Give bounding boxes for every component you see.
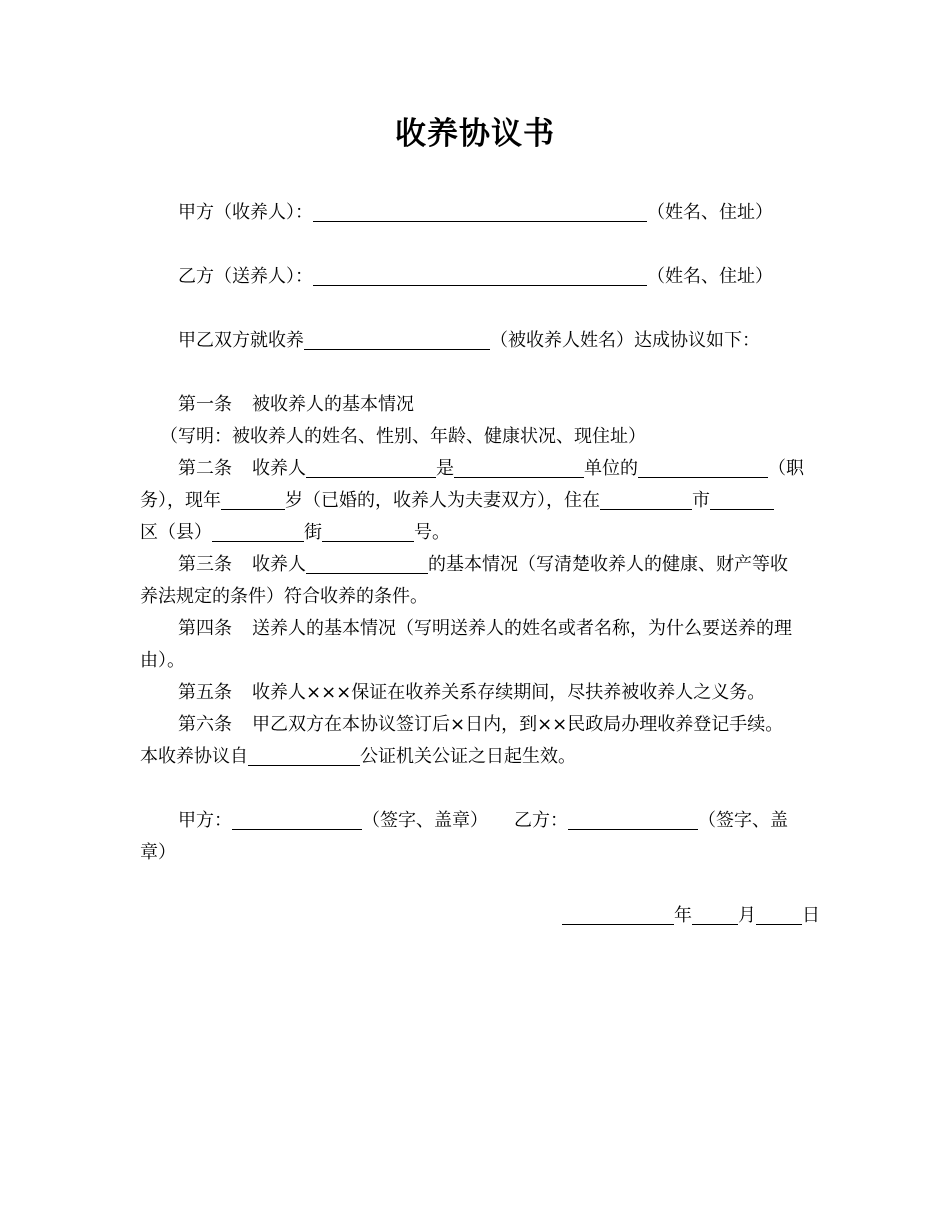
article2-text: 务），现年: [140, 490, 221, 511]
article2-line3: [140, 517, 820, 549]
year-label: 年: [674, 905, 692, 926]
article3-text: 的基本情况（写清楚收养人的健康、财产等收: [428, 554, 788, 575]
party-a-hint: （姓名、住址）: [647, 202, 773, 223]
intro-before: 甲乙双方就收养: [178, 330, 304, 351]
employer-blank[interactable]: [454, 457, 584, 478]
signature-line: [140, 805, 820, 837]
article2-text: 是: [436, 458, 454, 479]
article6-head: 第六条: [178, 714, 232, 735]
article2-text: （职: [768, 458, 804, 479]
article3-text: 收养人: [252, 554, 306, 575]
article2-line2: [140, 485, 820, 517]
article5-text: 收养人×××保证在收养关系存续期间，尽扶养被收养人之义务。: [252, 682, 766, 703]
article3-adopter-blank[interactable]: [306, 553, 428, 574]
date-line: [140, 900, 820, 932]
month-blank[interactable]: [692, 904, 738, 925]
party-b-blank[interactable]: [313, 265, 647, 286]
month-label: 月: [738, 905, 756, 926]
article5-head: 第五条: [178, 682, 232, 703]
article1-head: 第一条: [178, 394, 232, 415]
intro-after: （被收养人姓名）达成协议如下：: [490, 330, 760, 351]
article2-head: 第二条: [178, 458, 232, 479]
article2-text: 岁（已婚的，收养人为夫妻双方），住在: [285, 490, 600, 511]
article2-text: 市: [692, 490, 710, 511]
article2-text: 区（县）: [140, 522, 212, 543]
article3-line2: [140, 581, 820, 613]
article4-head: 第四条: [178, 618, 232, 639]
article6-text: 甲乙双方在本协议签订后×日内，到××民政局办理收养登记手续。: [252, 714, 784, 735]
signature-line2: [140, 837, 820, 869]
intro-line: [140, 325, 820, 357]
article1-note-line: [140, 421, 820, 453]
party-a-line: [140, 197, 820, 229]
article4-line1: [140, 613, 820, 645]
city-blank[interactable]: [600, 489, 692, 510]
article3-text: 养法规定的条件）符合收养的条件。: [140, 586, 428, 607]
notary-blank[interactable]: [248, 745, 360, 766]
article5-line: [140, 677, 820, 709]
article4-text: 由）。: [140, 650, 185, 671]
article6-line2: [140, 741, 820, 773]
day-label: 日: [802, 905, 820, 926]
article3-line1: [140, 549, 820, 581]
street-blank[interactable]: [322, 521, 414, 542]
adoptee-name-blank[interactable]: [304, 329, 490, 350]
article2-text: 街: [304, 522, 322, 543]
article6-line1: [140, 709, 820, 741]
adopter-name-blank[interactable]: [306, 457, 436, 478]
party-b-hint: （姓名、住址）: [647, 266, 773, 287]
article6-text: 公证机关公证之日起生效。: [360, 746, 576, 767]
district-blank[interactable]: [710, 489, 774, 510]
year-blank[interactable]: [562, 904, 674, 925]
district-name-blank[interactable]: [212, 521, 304, 542]
party-b-sign-hint-cont: 章）: [140, 842, 176, 863]
party-b-sign-hint: （签字、盖: [698, 810, 788, 831]
article1-line: [140, 389, 820, 421]
article2-text: 收养人: [252, 458, 306, 479]
age-blank[interactable]: [221, 489, 285, 510]
party-a-signature-blank[interactable]: [232, 809, 362, 830]
day-blank[interactable]: [756, 904, 802, 925]
article4-line2: [140, 645, 820, 677]
article1-text: 被收养人的基本情况: [252, 394, 414, 415]
article3-head: 第三条: [178, 554, 232, 575]
party-b-signature-blank[interactable]: [568, 809, 698, 830]
party-a-sign-hint: （签字、盖章）: [362, 810, 488, 831]
party-a-label: 甲方（收养人）：: [178, 202, 313, 223]
party-b-sign-label: 乙方：: [514, 810, 568, 831]
party-b-line: [140, 261, 820, 293]
article4-text: 送养人的基本情况（写明送养人的姓名或者名称，为什么要送养的理: [252, 618, 792, 639]
party-a-blank[interactable]: [313, 201, 647, 222]
article6-text: 本收养协议自: [140, 746, 248, 767]
party-b-label: 乙方（送养人）：: [178, 266, 313, 287]
position-blank[interactable]: [638, 457, 768, 478]
document-title: 收养协议书: [395, 116, 555, 152]
article2-text: 单位的: [584, 458, 638, 479]
article1-note: （写明：被收养人的姓名、性别、年龄、健康状况、现住址）: [160, 426, 646, 447]
article2-text: 号。: [414, 522, 450, 543]
party-a-sign-label: 甲方：: [178, 810, 232, 831]
article2-line1: [140, 453, 820, 485]
